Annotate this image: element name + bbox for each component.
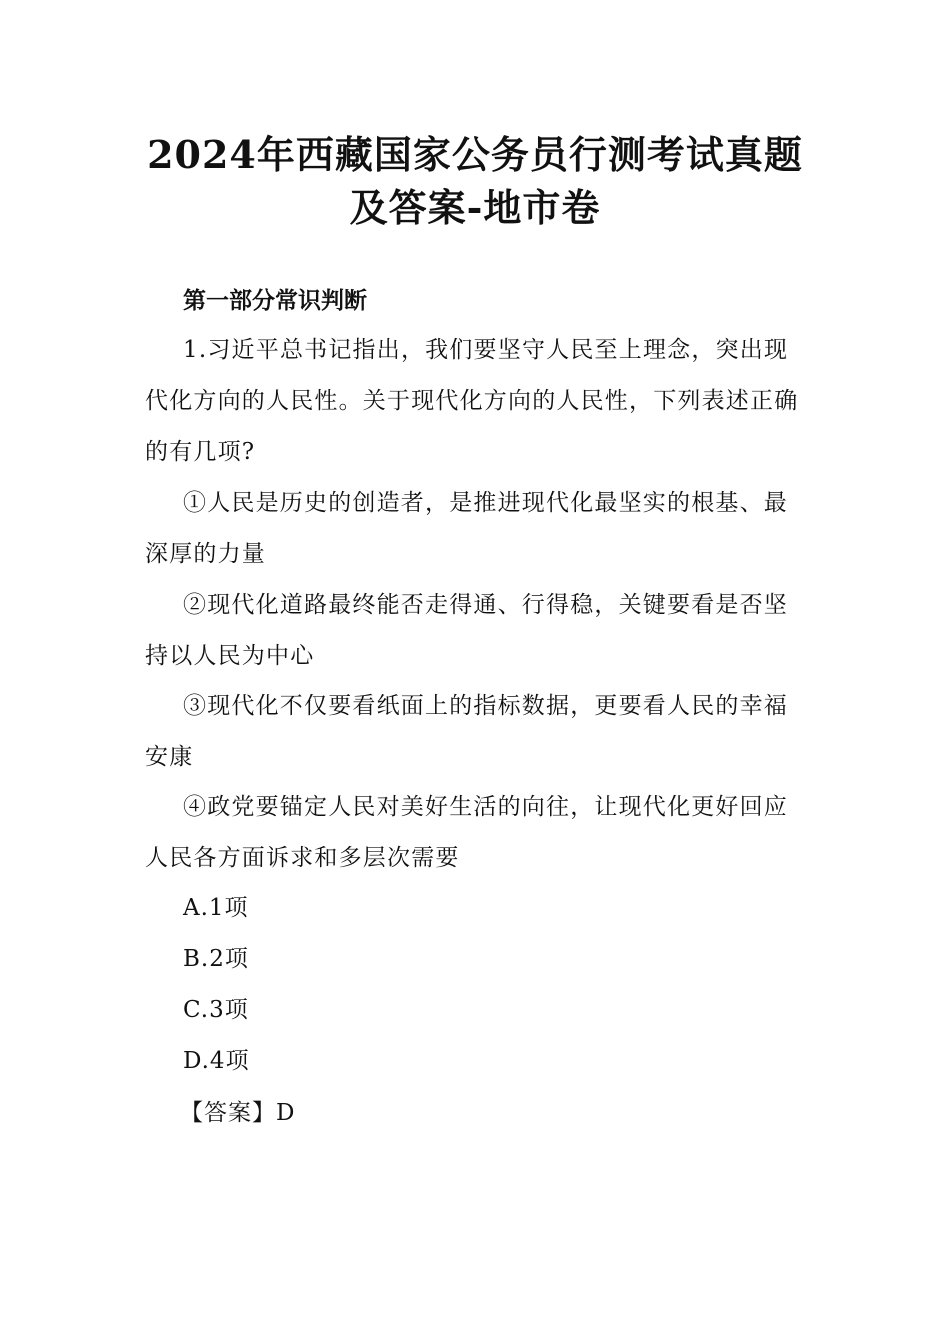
statement-3: ③现代化不仅要看纸面上的指标数据，更要看人民的幸福安康 — [145, 693, 788, 770]
section-heading: 第一部分常识判断 — [183, 288, 367, 314]
statement-2: ②现代化道路最终能否走得通、行得稳，关键要看是否坚持以人民为中心 — [145, 592, 788, 669]
document-title: 2024年西藏国家公务员行测考试真题及答案-地市卷 — [147, 132, 803, 230]
answer-line: 【答案】D — [180, 1100, 296, 1126]
option-c: C.3项 — [183, 997, 249, 1023]
option-a: A.1项 — [183, 895, 249, 921]
statement-4: ④政党要锚定人民对美好生活的向往，让现代化更好回应人民各方面诉求和多层次需要 — [145, 794, 788, 871]
question-stem: 1.习近平总书记指出，我们要坚守人民至上理念，突出现代化方向的人民性。关于现代化方向的人民性，下列表述正确的有几项? — [145, 337, 799, 465]
option-b: B.2项 — [183, 946, 249, 972]
option-d: D.4项 — [183, 1048, 250, 1074]
statement-1: ①人民是历史的创造者，是推进现代化最坚实的根基、最深厚的力量 — [145, 490, 788, 567]
